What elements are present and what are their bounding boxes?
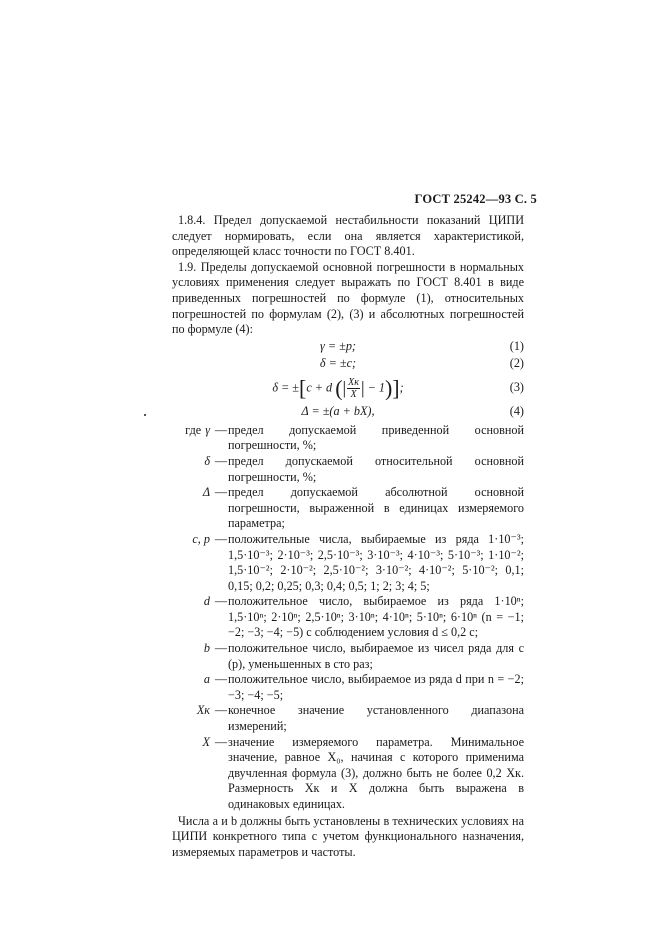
definition-dash: — <box>214 485 228 500</box>
definition-text: предел допускаемой абсолютной основной погрешности, выраженной в единицах измеряемого параметра; <box>228 485 524 531</box>
equation-4 <box>172 404 524 421</box>
definition-dash: — <box>214 672 228 687</box>
equation-3-cd: c + d <box>306 380 333 395</box>
definition-dash: — <box>214 531 228 546</box>
equation-3-number: (3) <box>509 380 524 395</box>
equation-4-number: (4) <box>509 404 524 419</box>
definition-item <box>172 703 524 734</box>
closing-paragraph: Числа a и b должны быть установлены в технических условиях на ЦИПИ конкретного типа с учетом функционального назначения, измеряемых параметров и частоты. <box>172 813 524 859</box>
definition-dash: — <box>214 453 228 468</box>
definition-dash: — <box>214 703 228 718</box>
definition-text: положительное число, выбираемое из ряда d при n = −2; −3; −4; −5; <box>228 672 524 702</box>
definition-text: предел допускаемой приведенной основной погрешности, %; <box>228 422 524 453</box>
definition-item <box>172 485 524 532</box>
equation-3-lhs: δ = ± <box>272 380 299 395</box>
equation-4-body: Δ = ±(a + bX), <box>301 404 375 419</box>
definition-item <box>172 423 524 454</box>
definition-symbol: где γ <box>185 422 210 437</box>
equation-3-end: ; <box>399 380 404 395</box>
equation-3-tail: − 1 <box>367 380 385 395</box>
definition-item <box>172 454 524 485</box>
equation-3 <box>172 373 524 404</box>
equation-2-number: (2) <box>509 356 524 371</box>
equation-3-body: δ = ±[c + d (| $\frac{Xк}{X}$ | − 1)]; <box>272 375 404 401</box>
definition-item <box>172 735 524 813</box>
definition-item <box>172 532 524 594</box>
definition-symbol: b <box>203 641 210 656</box>
equation-3-fraction <box>347 377 360 400</box>
definition-dash: — <box>214 734 228 749</box>
paragraph-1-9: 1.9. Пределы допускаемой основной погрешности в нормальных условиях применения следует выражать по ГОСТ 8.401 в виде приведенных погрешностей по формуле (1), относительных погрешностей по формулам (2), (3) и абсолютных погрешностей по формуле (4): <box>172 259 524 337</box>
fraction-numerator: Xк <box>348 376 359 388</box>
definition-symbol: Δ <box>202 485 210 500</box>
definition-symbol: Xк <box>196 703 210 718</box>
definition-item <box>172 672 524 703</box>
equation-2-body: δ = ±c; <box>319 356 357 371</box>
definition-text: положительное число, выбираемое из чисел ряда для c (p), уменьшенных в сто раз; <box>228 641 524 671</box>
definition-symbol: δ <box>204 453 210 468</box>
definition-text: значение измеряемого параметра. Минимальное значение, равное X₀, начиная с которого применима двучленная формула (3), должно быть не более 0,2 Xк. Размерность Xк и X должна быть выражена в одинаковых единицах. <box>228 734 524 811</box>
definition-text: предел допускаемой относительной основной погрешности, %; <box>228 453 524 484</box>
page-body <box>172 213 524 860</box>
definition-symbol: c, p <box>192 531 210 546</box>
definition-dash: — <box>214 594 228 609</box>
equation-1-number: (1) <box>509 339 524 354</box>
scan-speck <box>144 414 146 416</box>
equation-1-body: γ = ±p; <box>320 339 356 354</box>
definition-text: положительные числа, выбираемые из ряда 1·10⁻³; 1,5·10⁻³; 2·10⁻³; 2,5·10⁻³; 3·10⁻³; 4·10⁻³; 5·10⁻³; 1·10⁻²; 1,5·10⁻²; 2·10⁻²; 2,5·10⁻²; 3·10⁻²; 4·10⁻²; 5·10⁻²; 0,1; 0,15; 0,2; 0,25; 0,3; 0,4; 0,5; 1; 2; 3; 4; 5; <box>228 531 524 593</box>
definition-symbol: X <box>202 734 210 749</box>
definition-item <box>172 594 524 641</box>
equation-2 <box>172 356 524 373</box>
page-header: ГОСТ 25242—93 С. 5 <box>414 192 537 206</box>
where-word: где <box>185 422 202 437</box>
definition-dash: — <box>214 422 228 437</box>
equation-1 <box>172 339 524 356</box>
definition-dash: — <box>214 641 228 656</box>
definition-text: конечное значение установленного диапазона измерений; <box>228 703 524 734</box>
equations-block <box>172 339 524 421</box>
definitions-list <box>172 423 524 813</box>
definition-item <box>172 641 524 672</box>
paragraph-1-8-4: 1.8.4. Предел допускаемой нестабильности показаний ЦИПИ следует нормировать, если она является характеристикой, определяющей класс точности по ГОСТ 8.401. <box>172 213 524 259</box>
definition-symbol: a <box>203 672 210 687</box>
definition-symbol: d <box>203 594 210 609</box>
definition-text: положительное число, выбираемое из ряда 1·10ⁿ; 1,5·10ⁿ; 2·10ⁿ; 2,5·10ⁿ; 3·10ⁿ; 4·10ⁿ; 5·10ⁿ; 6·10ⁿ (n = −1; −2; −3; −4; −5) с соблюдением условия d ≤ 0,2 c; <box>228 594 524 640</box>
fraction-denominator: X <box>350 388 357 400</box>
